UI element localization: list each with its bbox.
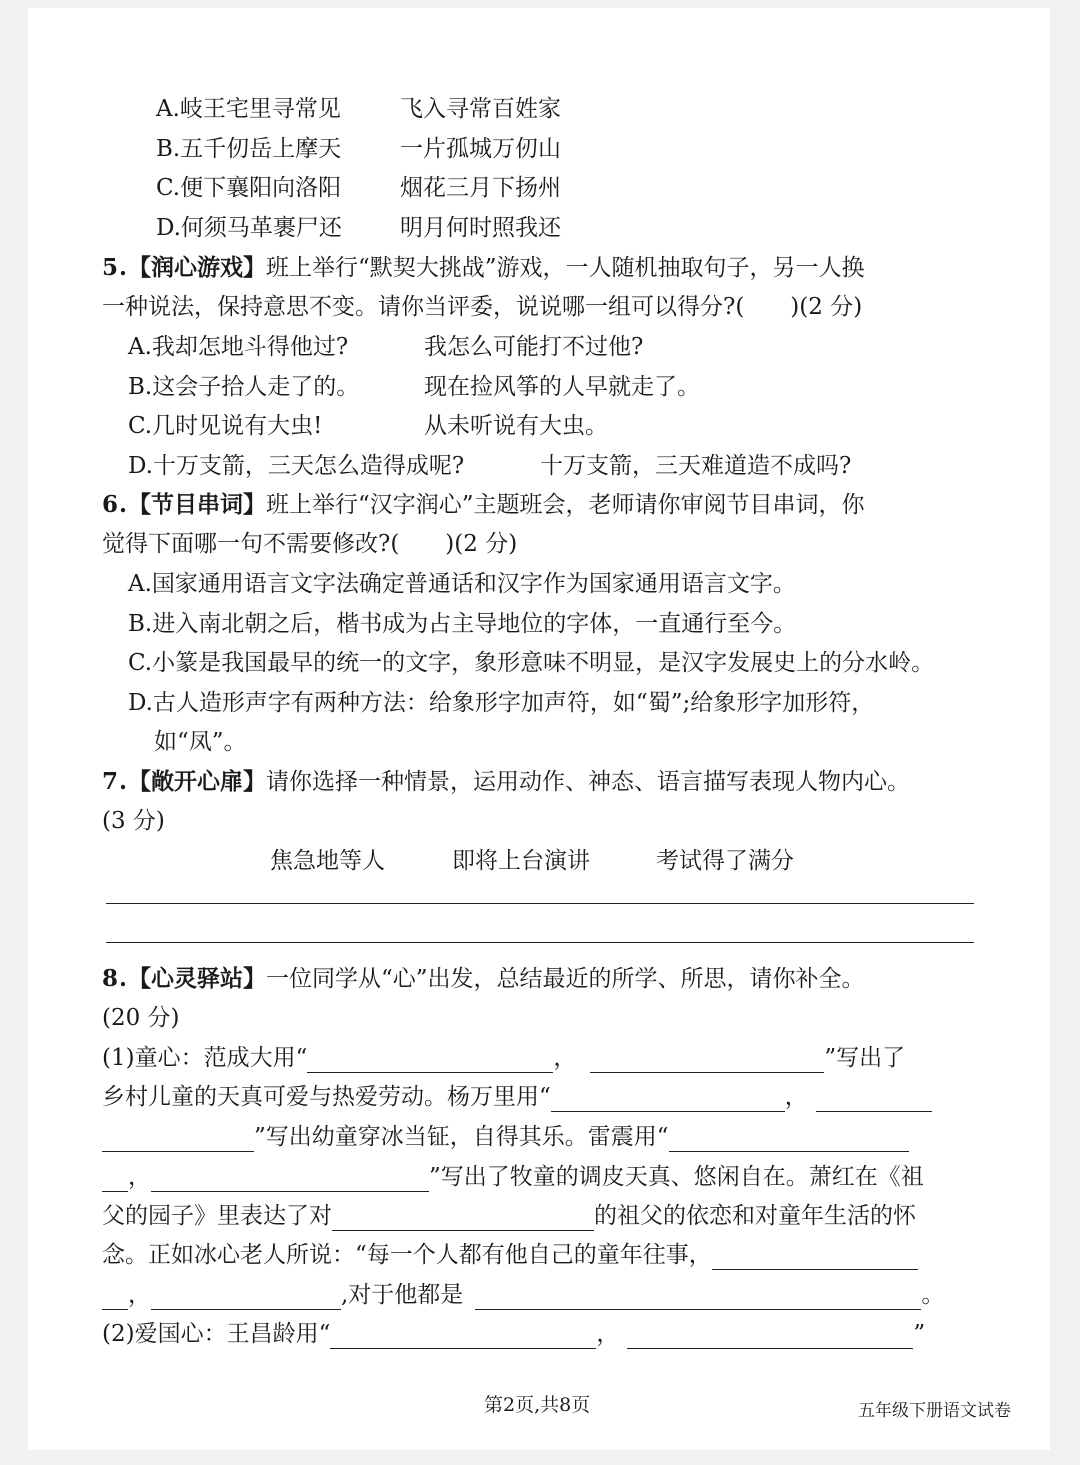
q8-blank-8b[interactable] bbox=[102, 1283, 128, 1310]
q5-option-c bbox=[128, 411, 608, 441]
q8-blank-1[interactable] bbox=[307, 1046, 553, 1073]
q5-option-a bbox=[128, 332, 644, 362]
q6-stem-line1 bbox=[102, 490, 865, 520]
q8-p1-text-c: ”写出了 bbox=[824, 1045, 906, 1071]
exam-title: 五年级下册语文试卷 bbox=[858, 1401, 1011, 1421]
q6-text-1: 班上举行“汉字润心”主题班会，老师请你审阅节目串词，你 bbox=[266, 492, 865, 518]
q8-tag: 【心灵驿站】 bbox=[128, 965, 267, 992]
q8-blank-4a[interactable] bbox=[816, 1085, 932, 1112]
q5-tag: 【润心游戏】 bbox=[128, 254, 267, 281]
q4-option-a-left: A.岐王宅里寻常见 bbox=[156, 96, 341, 122]
q5-option-c-right: 从未听说有大虫。 bbox=[424, 413, 608, 439]
q8-part2-line1 bbox=[102, 1319, 925, 1349]
q4-option-d-right: 明月何时照我还 bbox=[400, 215, 561, 241]
q6-option-c: C.小篆是我国最早的统一的文字，象形意味不明显，是汉字发展史上的分水岭。 bbox=[128, 650, 935, 676]
q8-p6-text-a: 念。正如冰心老人所说：“每一个人都有他自己的童年往事， bbox=[102, 1242, 712, 1268]
q8-p8-text-b: ， bbox=[596, 1321, 620, 1347]
q8-p4-text-b: ”写出了牧童的调皮天真、悠闲自在。萧红在《祖 bbox=[429, 1164, 924, 1190]
q8-p3-text-a: ”写出幼童穿冰当钲，自得其乐。雷震用“ bbox=[254, 1124, 669, 1150]
q5-option-d-left: D.十万支箭，三天怎么造得成呢? bbox=[128, 453, 465, 479]
q7-stem-line1 bbox=[102, 767, 910, 797]
q6-number: 6. bbox=[102, 491, 129, 518]
q8-blank-5a[interactable] bbox=[669, 1125, 909, 1152]
q8-p5-text-a: 父的园子》里表达了对 bbox=[102, 1203, 332, 1229]
q8-stem-line2: (20 分) bbox=[102, 1005, 180, 1031]
q4-option-b-left: B.五千仞岳上摩天 bbox=[156, 136, 342, 162]
q5-option-b-left: B.这会子拾人走了的。 bbox=[128, 374, 360, 400]
q6-tag: 【节目串词】 bbox=[128, 491, 267, 518]
q8-part1-line6 bbox=[102, 1240, 918, 1270]
q6-stem-line2: 觉得下面哪一句不需要修改?( )(2 分) bbox=[102, 531, 518, 557]
q8-blank-6[interactable] bbox=[151, 1165, 429, 1192]
q8-blank-8a[interactable] bbox=[712, 1243, 918, 1270]
q7-stem-line2: (3 分) bbox=[102, 808, 165, 834]
q8-p1-text-b: ， bbox=[553, 1045, 577, 1071]
q8-p8-text-c: ” bbox=[913, 1321, 926, 1347]
q5-option-c-left: C.几时见说有大虫! bbox=[128, 413, 323, 439]
q8-blank-10[interactable] bbox=[475, 1283, 921, 1310]
q8-blank-2[interactable] bbox=[590, 1046, 824, 1073]
page-number: 第2页,共8页 bbox=[484, 1394, 591, 1416]
q8-p5-text-b: 的祖父的依恋和对童年生活的怀 bbox=[594, 1203, 916, 1229]
q5-number: 5. bbox=[102, 254, 129, 281]
q7-choice-1: 焦急地等人 bbox=[270, 848, 385, 874]
exam-page bbox=[28, 8, 1050, 1450]
q8-blank-11[interactable] bbox=[330, 1322, 596, 1349]
q5-stem-line1 bbox=[102, 253, 865, 283]
q4-option-c-left: C.便下襄阳向洛阳 bbox=[156, 175, 342, 201]
q4-option-d-left: D.何须马革裹尸还 bbox=[156, 215, 342, 241]
q6-option-d-cont: 如“凤”。 bbox=[154, 729, 247, 755]
q5-text-1: 班上举行“默契大挑战”游戏，一人随机抽取句子，另一人换 bbox=[266, 255, 865, 281]
q8-p8-text-a: (2)爱国心：王昌龄用“ bbox=[102, 1321, 331, 1347]
q8-p7-pre: ， bbox=[128, 1282, 151, 1308]
q7-answer-line-2[interactable] bbox=[106, 942, 974, 943]
q8-part1-line2 bbox=[102, 1082, 932, 1112]
q8-part1-line1 bbox=[102, 1043, 905, 1073]
q8-p4-text-a: ， bbox=[128, 1164, 151, 1190]
q6-option-a: A.国家通用语言文字法确定普通话和汉字作为国家通用语言文字。 bbox=[128, 571, 796, 597]
q8-p1-text-a: (1)童心：范成大用“ bbox=[102, 1045, 308, 1071]
q8-blank-5b[interactable] bbox=[102, 1165, 128, 1192]
q8-part1-line5 bbox=[102, 1201, 916, 1231]
q7-choice-3: 考试得了满分 bbox=[656, 848, 794, 874]
q8-number: 8. bbox=[102, 965, 129, 992]
q8-text-1: 一位同学从“心”出发，总结最近的所学、所思，请你补全。 bbox=[266, 966, 865, 992]
q4-option-c-right: 烟花三月下扬州 bbox=[400, 175, 561, 201]
q8-blank-9[interactable] bbox=[151, 1283, 341, 1310]
q8-p7-text-a: ,对于他都是 bbox=[341, 1282, 464, 1308]
q8-part1-line4 bbox=[102, 1162, 924, 1192]
q7-choice-2: 即将上台演讲 bbox=[452, 848, 590, 874]
q8-p7-text-b: 。 bbox=[921, 1282, 945, 1308]
q8-blank-7[interactable] bbox=[332, 1204, 594, 1231]
q7-text-1: 请你选择一种情景，运用动作、神态、语言描写表现人物内心。 bbox=[266, 769, 911, 795]
q8-blank-3[interactable] bbox=[551, 1085, 785, 1112]
q5-option-a-left: A.我却怎地斗得他过? bbox=[128, 334, 349, 360]
q7-number: 7. bbox=[102, 768, 129, 795]
q8-part1-line3 bbox=[102, 1122, 909, 1152]
q5-option-a-right: 我怎么可能打不过他? bbox=[424, 334, 644, 360]
q4-option-b-right: 一片孤城万仞山 bbox=[400, 136, 561, 162]
q5-option-d bbox=[128, 451, 852, 481]
q6-option-b: B.进入南北朝之后，楷书成为占主导地位的字体，一直通行至今。 bbox=[128, 611, 797, 637]
q8-blank-4b[interactable] bbox=[102, 1125, 254, 1152]
q8-part1-line7 bbox=[102, 1280, 944, 1310]
q5-option-b-right: 现在捡风筝的人早就走了。 bbox=[424, 374, 700, 400]
q8-p2-text-b: ， bbox=[784, 1084, 808, 1110]
q8-blank-12[interactable] bbox=[627, 1322, 913, 1349]
q6-option-d: D.古人造形声字有两种方法：给象形字加声符，如“蜀”;给象形字加形符， bbox=[128, 690, 875, 716]
q8-stem-line1 bbox=[102, 964, 865, 994]
q7-tag: 【敞开心扉】 bbox=[128, 768, 267, 795]
q7-answer-line-1[interactable] bbox=[106, 903, 974, 904]
q8-p2-text-a: 乡村儿童的天真可爱与热爱劳动。杨万里用“ bbox=[102, 1084, 551, 1110]
q4-option-a-right: 飞入寻常百姓家 bbox=[400, 96, 561, 122]
q5-option-b bbox=[128, 372, 700, 402]
q5-option-d-right: 十万支箭，三天难道造不成吗? bbox=[540, 453, 852, 479]
q5-stem-line2: 一种说法，保持意思不变。请你当评委，说说哪一组可以得分?( )(2 分) bbox=[102, 294, 863, 320]
